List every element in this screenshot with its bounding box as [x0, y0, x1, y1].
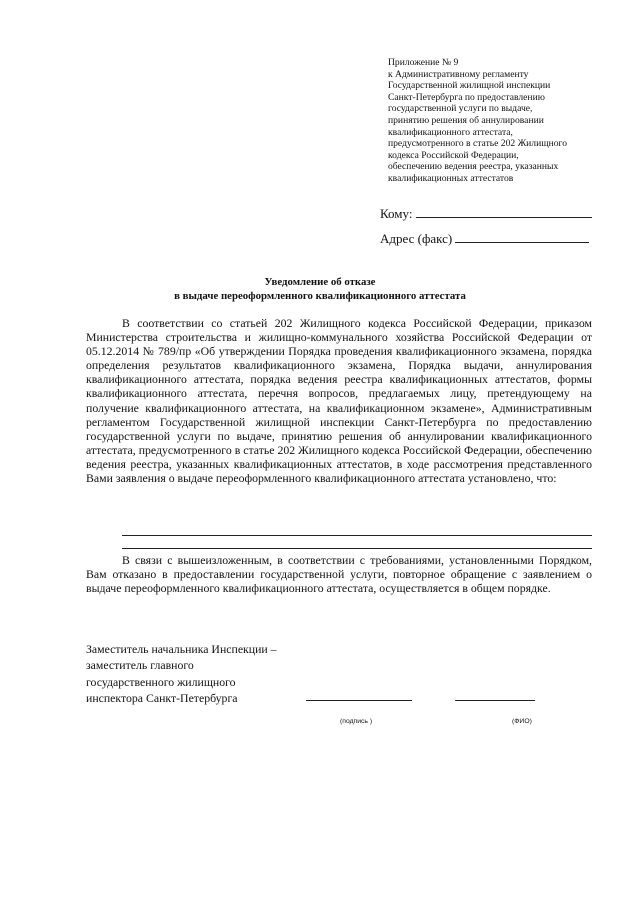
reason-line-1[interactable] [122, 535, 592, 536]
notice-title: Уведомление об отказе [264, 276, 376, 288]
recipient-to-label: Кому: [380, 206, 413, 221]
annex-block [388, 57, 618, 185]
notice-subtitle: в выдаче переоформленного квалификационного аттестата [174, 290, 466, 302]
reason-line-2[interactable] [122, 548, 592, 549]
signature-line[interactable] [306, 700, 412, 701]
annex-line: Государственной жилищной инспекции [388, 80, 551, 92]
signatory-line: инспектора Санкт-Петербурга [86, 691, 238, 706]
annex-line: кодекса Российской Федерации, [388, 149, 519, 161]
annex-line: предусмотренного в статье 202 Жилищного [388, 138, 568, 150]
annex-line: Санкт-Петербурга по предоставлению [388, 91, 545, 103]
annex-line: к Административному регламенту [388, 68, 529, 80]
annex-line: принятию решения об аннулировании [388, 114, 544, 126]
name-line[interactable] [455, 700, 535, 701]
recipient-to-row [380, 205, 592, 222]
annex-line: квалификационных аттестатов [388, 172, 514, 184]
annex-line: обеспечению ведения реестра, указанных [388, 161, 559, 173]
annex-line: Приложение № 9 [388, 57, 459, 68]
body-paragraph-2-block [86, 553, 592, 595]
signatory-line: заместитель главного [86, 658, 194, 673]
annex-line: государственной услуги по выдаче, [388, 103, 533, 115]
recipient-address-field[interactable] [455, 230, 589, 243]
signature-caption: (подпись ) [340, 718, 373, 725]
recipient-address-row [380, 230, 589, 247]
signatory-line: Заместитель начальника Инспекции – [86, 642, 277, 656]
body-paragraph-1: В соответствии со статьей 202 Жилищного кодекса Российской Федерации, приказом Министерства строительства и жилищно-коммунального хозяйства Российской Федерации от 05.12.2014 № 789/пр «Об утверждении Порядка проведения квалификационного экзамена, порядка определения результатов квалификационного экзамена, Порядка выдачи, аннулирования квалификационного аттестата, порядка ведения реестра квалификационных аттестатов, формы квалификационного аттестата, перечня вопросов, предлагаемых лицу, претендующему на получение квалификационного аттестата, на квалификационном экзамене», Административным регламентом Государственной жилищной инспекции Санкт-Петербурга по предоставлению государственной услуги по выдаче, принятию решения об аннулировании квалификационного аттестата, предусмотренного в статье 202 Жилищного кодекса Российской Федерации, обеспечению ведения реестра, указанных квалификационных аттестатов, в ходе рассмотрения представленного Вами заявления о выдаче переоформленного квалификационного аттестата установлено, что: [86, 316, 592, 486]
body-paragraph-1-block [86, 316, 592, 485]
body-paragraph-2: В связи с вышеизложенным, в соответствии с требованиями, установленными Порядком, Вам отказано в предоставлении государственной услуги, повторное обращение с заявлением о выдаче переоформленного квалификационного аттестата, осуществляется в общем порядке. [86, 553, 592, 596]
recipient-address-label: Адрес (факс) [380, 231, 453, 246]
name-caption: (ФИО) [512, 718, 532, 725]
signatory-block [86, 641, 277, 707]
annex-line: квалификационного аттестата, [388, 126, 513, 138]
signatory-line: государственного жилищного [86, 674, 236, 689]
recipient-to-field[interactable] [416, 205, 592, 218]
